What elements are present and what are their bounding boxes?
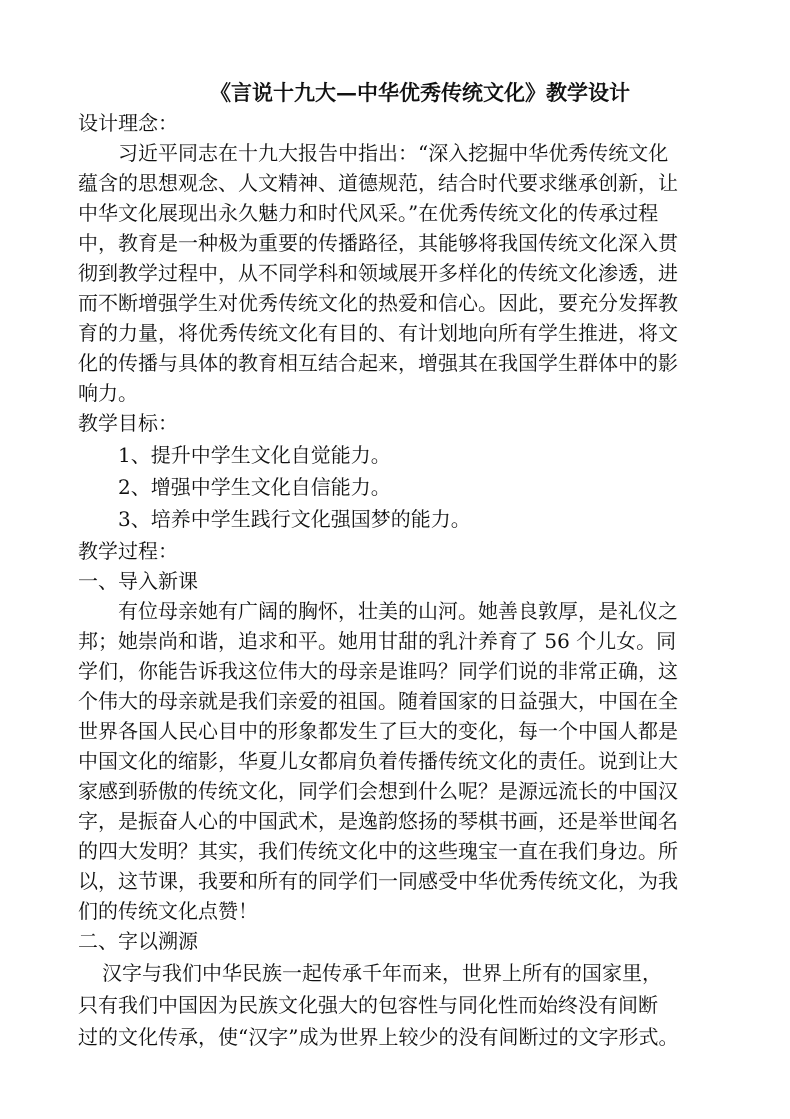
paragraph-line: 蕴含的思想观念、人文精神、道德规范，结合时代要求继承创新，让 bbox=[78, 171, 678, 195]
paragraph-line: 有位母亲她有广阔的胸怀，壮美的山河。她善良敦厚，是礼仪之 bbox=[118, 599, 678, 623]
paragraph-line: 中国文化的缩影，华夏儿女都肩负着传播传统文化的责任。说到让大 bbox=[78, 749, 678, 773]
goal-item: 3、培养中学生践行文化强国梦的能力。 bbox=[118, 507, 471, 531]
paragraph-line: 而不断增强学生对优秀传统文化的热爱和信心。因此，要充分发挥教 bbox=[78, 291, 678, 315]
paragraph-line: 中，教育是一种极为重要的传播路径，其能够将我国传统文化深入贯 bbox=[78, 231, 678, 255]
paragraph-line: 个伟大的母亲就是我们亲爱的祖国。随着国家的日益强大，中国在全 bbox=[78, 689, 678, 713]
goal-item: 2、增强中学生文化自信能力。 bbox=[118, 475, 391, 499]
paragraph-line: 邦；她崇尚和谐，追求和平。她用甘甜的乳汁养育了 56 个儿女。同 bbox=[78, 629, 677, 653]
subsection-heading-intro: 一、导入新课 bbox=[78, 569, 198, 593]
goal-item: 1、提升中学生文化自觉能力。 bbox=[118, 443, 391, 467]
paragraph-line: 学们，你能告诉我这位伟大的母亲是谁吗？同学们说的非常正确，这 bbox=[78, 659, 678, 683]
section-heading-teaching-goals: 教学目标： bbox=[78, 411, 178, 435]
paragraph-line: 响力。 bbox=[78, 381, 138, 405]
section-heading-design-concept: 设计理念： bbox=[78, 111, 178, 135]
paragraph-line: 家感到骄傲的传统文化，同学们会想到什么呢？是源远流长的中国汉 bbox=[78, 779, 678, 803]
paragraph-line: 化的传播与具体的教育相互结合起来，增强其在我国学生群体中的影 bbox=[78, 351, 678, 375]
section-heading-teaching-process: 教学过程： bbox=[78, 539, 178, 563]
subsection-heading-origin: 二、字以溯源 bbox=[78, 929, 198, 953]
paragraph-line: 过的文化传承，使“汉字”成为世界上较少的没有间断过的文字形式。 bbox=[78, 1025, 679, 1049]
document-title: 《言说十九大—中华优秀传统文化》教学设计 bbox=[210, 80, 630, 105]
paragraph-line: 习近平同志在十九大报告中指出：“深入挖掘中华优秀传统文化 bbox=[118, 141, 669, 165]
paragraph-line: 的四大发明？其实，我们传统文化中的这些瑰宝一直在我们身边。所 bbox=[78, 839, 678, 863]
paragraph-line: 彻到教学过程中，从不同学科和领域展开多样化的传统文化渗透，进 bbox=[78, 261, 678, 285]
paragraph-line: 们的传统文化点赞！ bbox=[78, 899, 258, 923]
paragraph-line: 字，是振奋人心的中国武术，是逸韵悠扬的琴棋书画，还是举世闻名 bbox=[78, 809, 678, 833]
paragraph-line: 中华文化展现出永久魅力和时代风采。”在优秀传统文化的传承过程 bbox=[78, 201, 659, 225]
paragraph-line: 汉字与我们中华民族一起传承千年而来，世界上所有的国家里， bbox=[102, 961, 662, 985]
paragraph-line: 育的力量，将优秀传统文化有目的、有计划地向所有学生推进，将文 bbox=[78, 321, 678, 345]
paragraph-line: 世界各国人民心目中的形象都发生了巨大的变化，每一个中国人都是 bbox=[78, 719, 678, 743]
paragraph-line: 只有我们中国因为民族文化强大的包容性与同化性而始终没有间断 bbox=[78, 993, 658, 1017]
paragraph-line: 以，这节课，我要和所有的同学们一同感受中华优秀传统文化，为我 bbox=[78, 869, 678, 893]
